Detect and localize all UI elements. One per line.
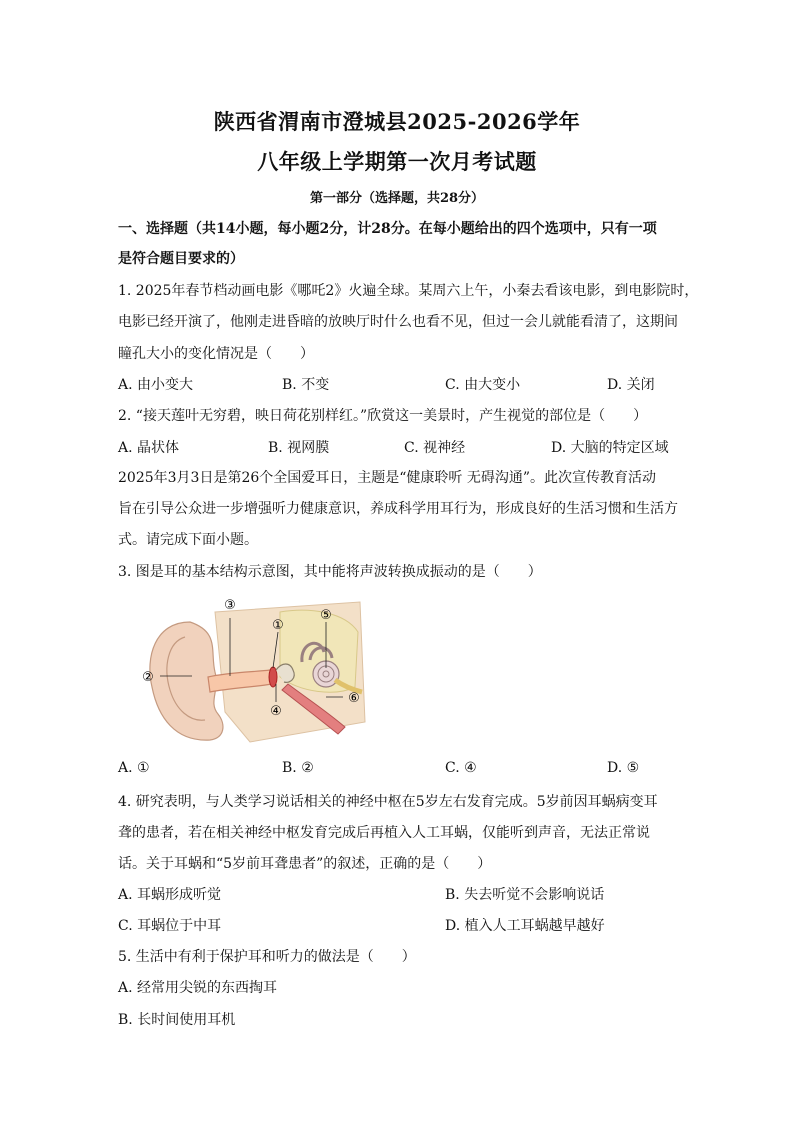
q1-option-a[interactable]: A. 由小变大 [118,377,194,393]
q2-option-a[interactable]: A. 晶状体 [118,440,180,456]
q4-option-a[interactable]: A. 耳蜗形成听觉 [118,887,222,903]
title-line-1: 陕西省渭南市澄城县2025-2026学年 [213,109,581,134]
q1-line-1: 1. 2025年春节档动画电影《哪吒2》火遍全球。某周六上午，小秦去看该电影，到电影院时， [118,283,699,299]
q4-option-c[interactable]: C. 耳蜗位于中耳 [118,918,222,934]
q4-line-1: 4. 研究表明，与人类学习说话相关的神经中枢在5岁左右发育完成。5岁前因耳蜗病变耳 [118,794,658,810]
q4-line-2: 聋的患者，若在相关神经中枢发育完成后再植入人工耳蜗，仅能听到声音，无法正常说 [118,825,650,841]
q3-line: 3. 图是耳的基本结构示意图，其中能将声波转换成振动的是（ ） [118,564,542,580]
passage-line-3: 式。请完成下面小题。 [118,532,258,548]
q2-option-b[interactable]: B. 视网膜 [268,440,330,456]
q3-option-d[interactable]: D. ⑤ [607,760,640,776]
label-3: ③ [224,598,236,613]
q5-option-b[interactable]: B. 长时间使用耳机 [118,1012,236,1028]
q3-option-b[interactable]: B. ② [282,760,314,776]
q4-option-d[interactable]: D. 植入人工耳蜗越早越好 [445,918,605,934]
section-instruction-line-1: 一、选择题（共14小题，每小题2分，计28分。在每小题给出的四个选项中，只有一项 [118,221,657,237]
q4-option-b[interactable]: B. 失去听觉不会影响说话 [445,887,605,903]
q1-option-b[interactable]: B. 不变 [282,377,330,393]
q1-option-c[interactable]: C. 由大变小 [445,377,521,393]
q2-option-c[interactable]: C. 视神经 [404,440,466,456]
passage-line-2: 旨在引导公众进一步增强听力健康意识，养成科学用耳行为，形成良好的生活习惯和生活方 [118,501,678,517]
q2-line: 2. “接天莲叶无穷碧，映日荷花别样红。”欣赏这一美景时，产生视觉的部位是（ ） [118,408,648,424]
q3-option-c[interactable]: C. ④ [445,760,477,776]
title-line-2: 八年级上学期第一次月考试题 [257,149,537,174]
passage-line-1: 2025年3月3日是第26个全国爱耳日，主题是“健康聆听 无碍沟通”。此次宣传教育活动 [118,470,657,486]
label-1: ① [272,618,284,633]
q1-line-3: 瞳孔大小的变化情况是（ ） [118,346,314,362]
q5-option-a[interactable]: A. 经常用尖锐的东西掏耳 [118,980,278,996]
label-2: ② [142,670,154,685]
section-instruction-line-2: 是符合题目要求的） [118,251,244,267]
q5-line: 5. 生活中有利于保护耳和听力的做法是（ ） [118,949,416,965]
q1-option-d[interactable]: D. 关闭 [607,377,655,393]
q2-option-d[interactable]: D. 大脑的特定区域 [551,440,669,456]
q4-line-3: 话。关于耳蜗和“5岁前耳聋患者”的叙述，正确的是（ ） [118,856,492,872]
label-5: ⑤ [320,608,332,623]
label-4: ④ [270,704,282,719]
part-header: 第一部分（选择题，共28分） [309,191,485,206]
q1-line-2: 电影已经开演了，他刚走进昏暗的放映厅时什么也看不见，但过一会儿就能看清了，这期间 [118,314,678,330]
label-6: ⑥ [348,691,360,706]
q3-option-a[interactable]: A. ① [118,760,150,776]
ear-structure-diagram [130,592,370,752]
